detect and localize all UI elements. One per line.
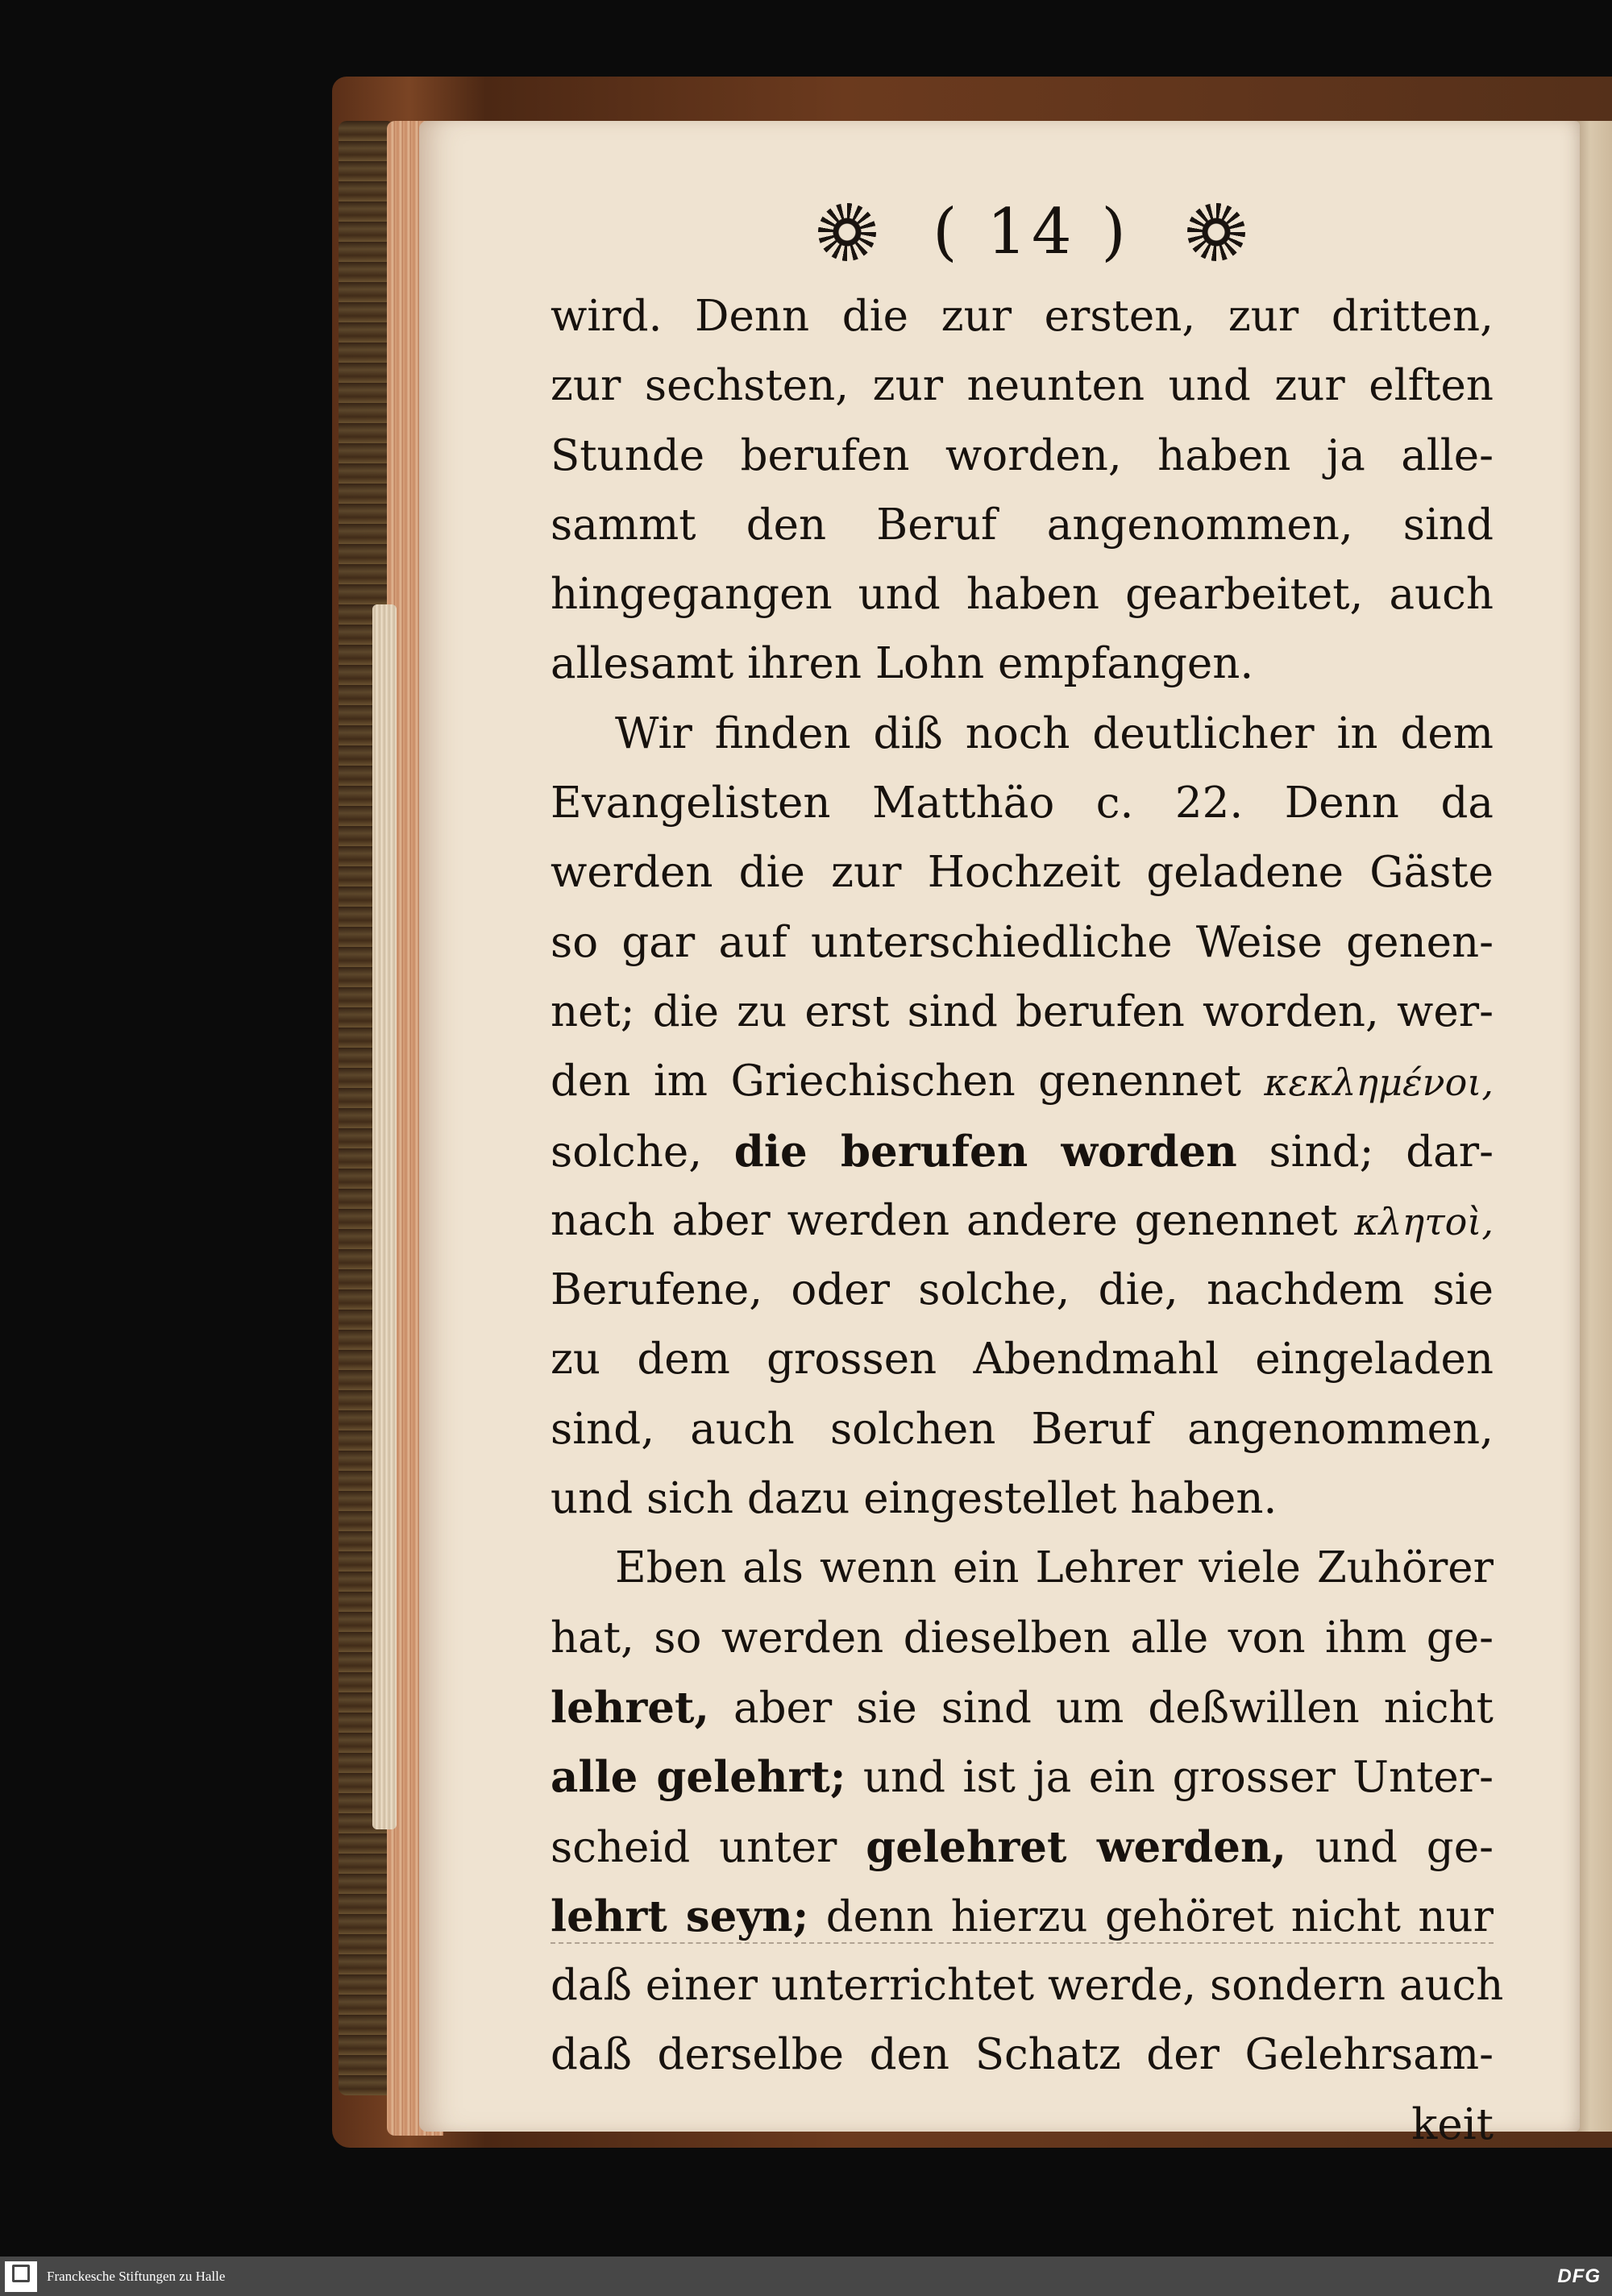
text-line: wird. Denn die zur ersten, zur dritten,	[550, 292, 1494, 341]
text-line: sammt den Beruf angenommen, sind	[550, 500, 1494, 550]
emphasized-text: die berufen worden	[733, 1126, 1237, 1177]
text-segment: den im Griechischen genennet	[550, 1057, 1241, 1106]
page-edges-inner	[372, 604, 397, 1829]
emphasized-text: lehret,	[550, 1682, 709, 1733]
star-ornament-icon	[818, 203, 876, 261]
dfg-logo: DFG	[1557, 2265, 1601, 2287]
text-line	[550, 1047, 1494, 1116]
star-ornament-icon	[1187, 203, 1245, 261]
page-header	[806, 184, 1257, 280]
text-line	[550, 1742, 1494, 1812]
institution-logo-icon	[5, 2261, 37, 2292]
text-line	[550, 1673, 1494, 1742]
text-line	[550, 1812, 1494, 1882]
emphasized-text: alle gelehrt;	[550, 1752, 846, 1803]
page-body-text	[550, 282, 1504, 2160]
facing-page-edge	[1576, 121, 1612, 2132]
text-segment: aber sie sind um deßwillen nicht	[733, 1683, 1494, 1733]
text-line: net; die zu erst sind berufen worden, wer-	[550, 986, 1494, 1036]
catchword: keit	[1411, 2099, 1494, 2149]
page-number: ( 14 )	[933, 196, 1131, 268]
text-segment: nach aber werden andere genennet	[550, 1195, 1338, 1245]
text-line: hat, so werden dieselben alle von ihm ge-	[550, 1613, 1494, 1663]
greek-word: κλητοὶ,	[1354, 1199, 1494, 1243]
institution-name: Franckesche Stiftungen zu Halle	[47, 2269, 226, 2284]
text-segment: scheid unter	[550, 1822, 837, 1872]
text-line: werden die zur Hochzeit geladene Gäste	[550, 848, 1494, 898]
text-segment: solche,	[550, 1127, 703, 1177]
text-line	[550, 1186, 1494, 1256]
text-line: daß einer unterrichtet werde, sondern auch	[550, 1961, 1504, 2011]
text-segment: sind; dar-	[1269, 1127, 1494, 1177]
footer-bar	[0, 2257, 1612, 2296]
text-segment: denn hierzu gehöret nicht nur	[825, 1891, 1494, 1941]
text-line: Wir finden diß noch deutlicher in dem	[615, 708, 1494, 758]
emphasized-text: gelehret werden,	[866, 1821, 1286, 1872]
text-line: allesamt ihren Lohn empfangen.	[550, 639, 1254, 689]
text-line: Eben als wenn ein Lehrer viele Zuhörer	[615, 1543, 1494, 1593]
text-line: zu dem grossen Abendmahl eingeladen	[550, 1335, 1494, 1385]
text-line	[550, 1117, 1494, 1186]
text-line: sind, auch solchen Beruf angenommen,	[550, 1404, 1494, 1454]
emphasized-text: lehrt seyn;	[550, 1891, 809, 1941]
text-line: Stunde berufen worden, haben ja alle-	[550, 430, 1494, 480]
text-line: daß derselbe den Schatz der Gelehrsam-	[550, 2030, 1494, 2080]
text-line: Berufene, oder solche, die, nachdem sie	[550, 1265, 1494, 1315]
print-rule	[550, 1942, 1494, 1945]
text-line: zur sechsten, zur neunten und zur elften	[550, 361, 1494, 411]
greek-word: κεκλημένοι,	[1264, 1061, 1494, 1105]
text-line: hingegangen und haben gearbeitet, auch	[550, 570, 1494, 620]
text-line: und sich dazu eingestellet haben.	[550, 1474, 1278, 1524]
text-line: so gar auf unterschiedliche Weise genen-	[550, 917, 1494, 967]
text-segment: und ge-	[1315, 1822, 1494, 1872]
text-line	[550, 1882, 1494, 1951]
text-line: Evangelisten Matthäo c. 22. Denn da	[550, 778, 1494, 828]
text-segment: und ist ja ein grosser Unter-	[862, 1753, 1494, 1803]
